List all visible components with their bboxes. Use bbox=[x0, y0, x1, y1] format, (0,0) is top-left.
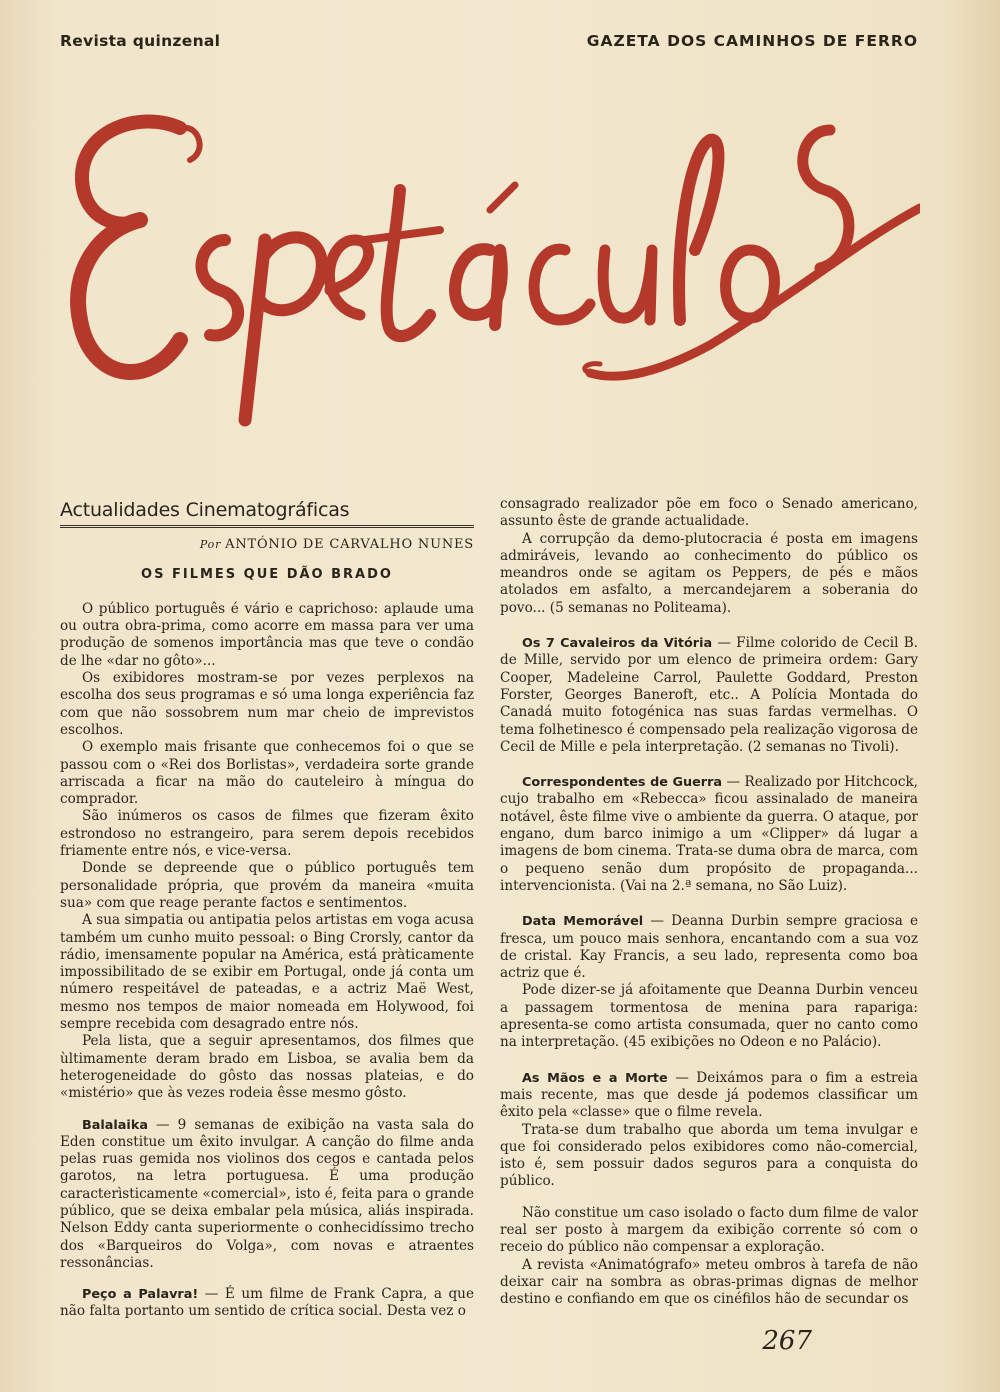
film-description: — Deanna Durbin sempre graciosa e fresca, um pouco mais senhora, encantando com a sua voz de cristal. Kay Francis, a seu lado, representa como boa actriz que é. bbox=[500, 913, 918, 982]
film-title: Data Memorável bbox=[522, 914, 644, 930]
byline-prefix: Por bbox=[199, 538, 222, 552]
film-entry-balalaika bbox=[60, 1117, 474, 1273]
film-title: As Mãos e a Morte bbox=[522, 1070, 668, 1086]
header-publication-name: GAZETA DOS CAMINHOS DE FERRO bbox=[586, 32, 918, 50]
left-column bbox=[60, 496, 474, 1321]
film-title: Os 7 Cavaleiros da Vitória bbox=[522, 636, 713, 652]
paragraph: O exemplo mais frisante que conhecemos foi o que se passou com o «Rei dos Borlistas», verdadeira sorte grande arriscada a ficar na mão do cauteleiro à míngua do comprador. bbox=[60, 739, 474, 808]
section-heading: Actualidades Cinematográficas bbox=[60, 499, 350, 521]
film-title: Balalaika bbox=[82, 1117, 148, 1133]
page-number: 267 bbox=[762, 1326, 812, 1356]
film-title: Correspondentes de Guerra bbox=[522, 775, 723, 791]
right-column bbox=[500, 496, 918, 1308]
title-script-logo bbox=[60, 90, 920, 450]
film-description: — 9 semanas de exibição na vasta sala do Eden constitue um êxito invulgar. A canção do filme anda pelas ruas gemida nos violinos dos cegos e cantada pelos garotos, na letra portuguesa. É uma produção caracterìsticamente «comercial», isto é, feita para o grande público, que se deixa embalar pela música, aliás inspirada. Nelson Eddy canta superiormente o conhecidíssimo trecho dos «Barqueiros do Volga», com novas e atraentes ressonâncias. bbox=[60, 1116, 474, 1271]
paragraph: A revista «Animatógrafo» meteu ombros à tarefa de não deixar cair na sombra as obras-primas dignas de melhor destino e confiando em que os cinéfilos hão de secundar os bbox=[500, 1256, 918, 1308]
paragraph: Pode dizer-se já afoitamente que Deanna Durbin venceu a passagem tormentosa de menina para rapariga: apresenta-se como artista consumada, quer no canto como na interpretação. (45 exibições no Odeon e no Palácio). bbox=[500, 982, 918, 1051]
film-entry-peco-a-palavra bbox=[60, 1286, 474, 1321]
author-name: ANTÓNIO DE CARVALHO NUNES bbox=[225, 537, 474, 553]
film-description: — É um filme de Frank Capra, a que não falta portanto um sentido de crítica social. Desta vez o bbox=[60, 1286, 474, 1320]
film-description: — Filme colorido de Cecil B. de Mille, servido por um elenco de primeira ordem: Gary Cooper, Madeleine Carrol, Paulette Goddard, Preston Forster, Georges Baneroft, etc.. A Polícia Montada do Canadá muito fotogénica nas suas fardas vermelhas. O tema folhetinesco é compensado pela realização vigorosa de Cecil de Mille e pela interpretação. (2 semanas no Tivoli). bbox=[500, 635, 918, 755]
paragraph-continued: consagrado realizador põe em foco o Senado americano, assunto êste de grande actualidade. bbox=[500, 496, 918, 530]
paragraph: São inúmeros os casos de filmes que fizeram êxito estrondoso no estrangeiro, para serem depois recebidos friamente entre nós, e vice-versa. bbox=[60, 808, 474, 860]
paragraph: Trata-se dum trabalho que aborda um tema invulgar e que foi considerado pelos exibidores como não-comercial, isto é, sem possuir dados seguros para a conquista do público. bbox=[500, 1121, 918, 1190]
film-entry-correspondentes bbox=[500, 774, 918, 895]
section-divider bbox=[60, 525, 474, 528]
film-entry-as-maos-e-a-morte bbox=[500, 1070, 918, 1122]
film-description: — Realizado por Hitchcock, cujo trabalho em «Rebecca» ficou assinalado de maneira notável, êste filme vive o ambiente da guerra. O ataque, por engano, dum barco inimigo a um «Clipper» dá lugar a imagens de bom cinema. Trata-se duma obra de marca, com o pequeno senão dum propósito de propaganda... intervencionista. (Vai na 2.ª semana, no São Luiz). bbox=[500, 774, 919, 894]
paragraph: Donde se depreende que o público português tem personalidade própria, que provém da maneira «muita sua» com que reage perante factos e sentimentos. bbox=[60, 860, 474, 911]
paragraph: Pela lista, que a seguir apresentamos, dos filmes que ùltimamente deram brado em Lisboa, se avalia bem da heterogeneidade do gôsto das nossas plateias, e do «mistério» que às vezes rodeia êsse mesmo gôsto. bbox=[60, 1033, 474, 1102]
film-description: — Deixámos para o fim a estreia mais recente, mas que desde já podemos classificar um êxito pela «classe» que o filme revela. bbox=[500, 1069, 918, 1121]
paragraph: Não constitue um caso isolado o facto dum filme de valor real ser posto à margem da exibição corrente só com o receio do público não compensar a exploração. bbox=[500, 1204, 918, 1256]
film-entry-7-cavaleiros bbox=[500, 635, 918, 756]
paragraph: A corrupção da demo-plutocracia é posta em imagens admiráveis, levando ao conhecimento do público os meandros onde se agitam os Peppers, de pés e mãos atolados em asfalto, a mercandejarem a soberania do povo... (5 semanas no Politeama). bbox=[500, 530, 918, 616]
paragraph: A sua simpatia ou antipatia pelos artistas em voga acusa também um cunho muito pessoal: o Bing Crorsly, cantor da rádio, imensamente popular na América, está pràticamente impossibilitado de se exibir em Portugal, onde já conta um número respeitável de pateadas, e a actriz Maë West, mesmo nos tempos de maior nomeada em Holywood, foi sempre recebida com desagrado entre nós. bbox=[60, 912, 474, 1033]
paragraph: O público português é vário e caprichoso: aplaude uma ou outra obra-prima, como acorre em massa para ver uma produção de somenos importância mas que teve o condão de lhe «dar no gôto»... bbox=[60, 600, 474, 669]
film-entry-data-memoravel bbox=[500, 913, 918, 982]
film-title: Peço a Palavra! bbox=[82, 1287, 199, 1303]
article-subheading: OS FILMES QUE DÃO BRADO bbox=[141, 566, 393, 582]
byline bbox=[60, 536, 474, 553]
paragraph: Os exibidores mostram-se por vezes perplexos na escolha dos seus programas e só uma longa experiência faz com que não sossobrem num mar cheio de imprevistos escolhos. bbox=[60, 670, 474, 738]
header-periodicity: Revista quinzenal bbox=[60, 32, 221, 50]
